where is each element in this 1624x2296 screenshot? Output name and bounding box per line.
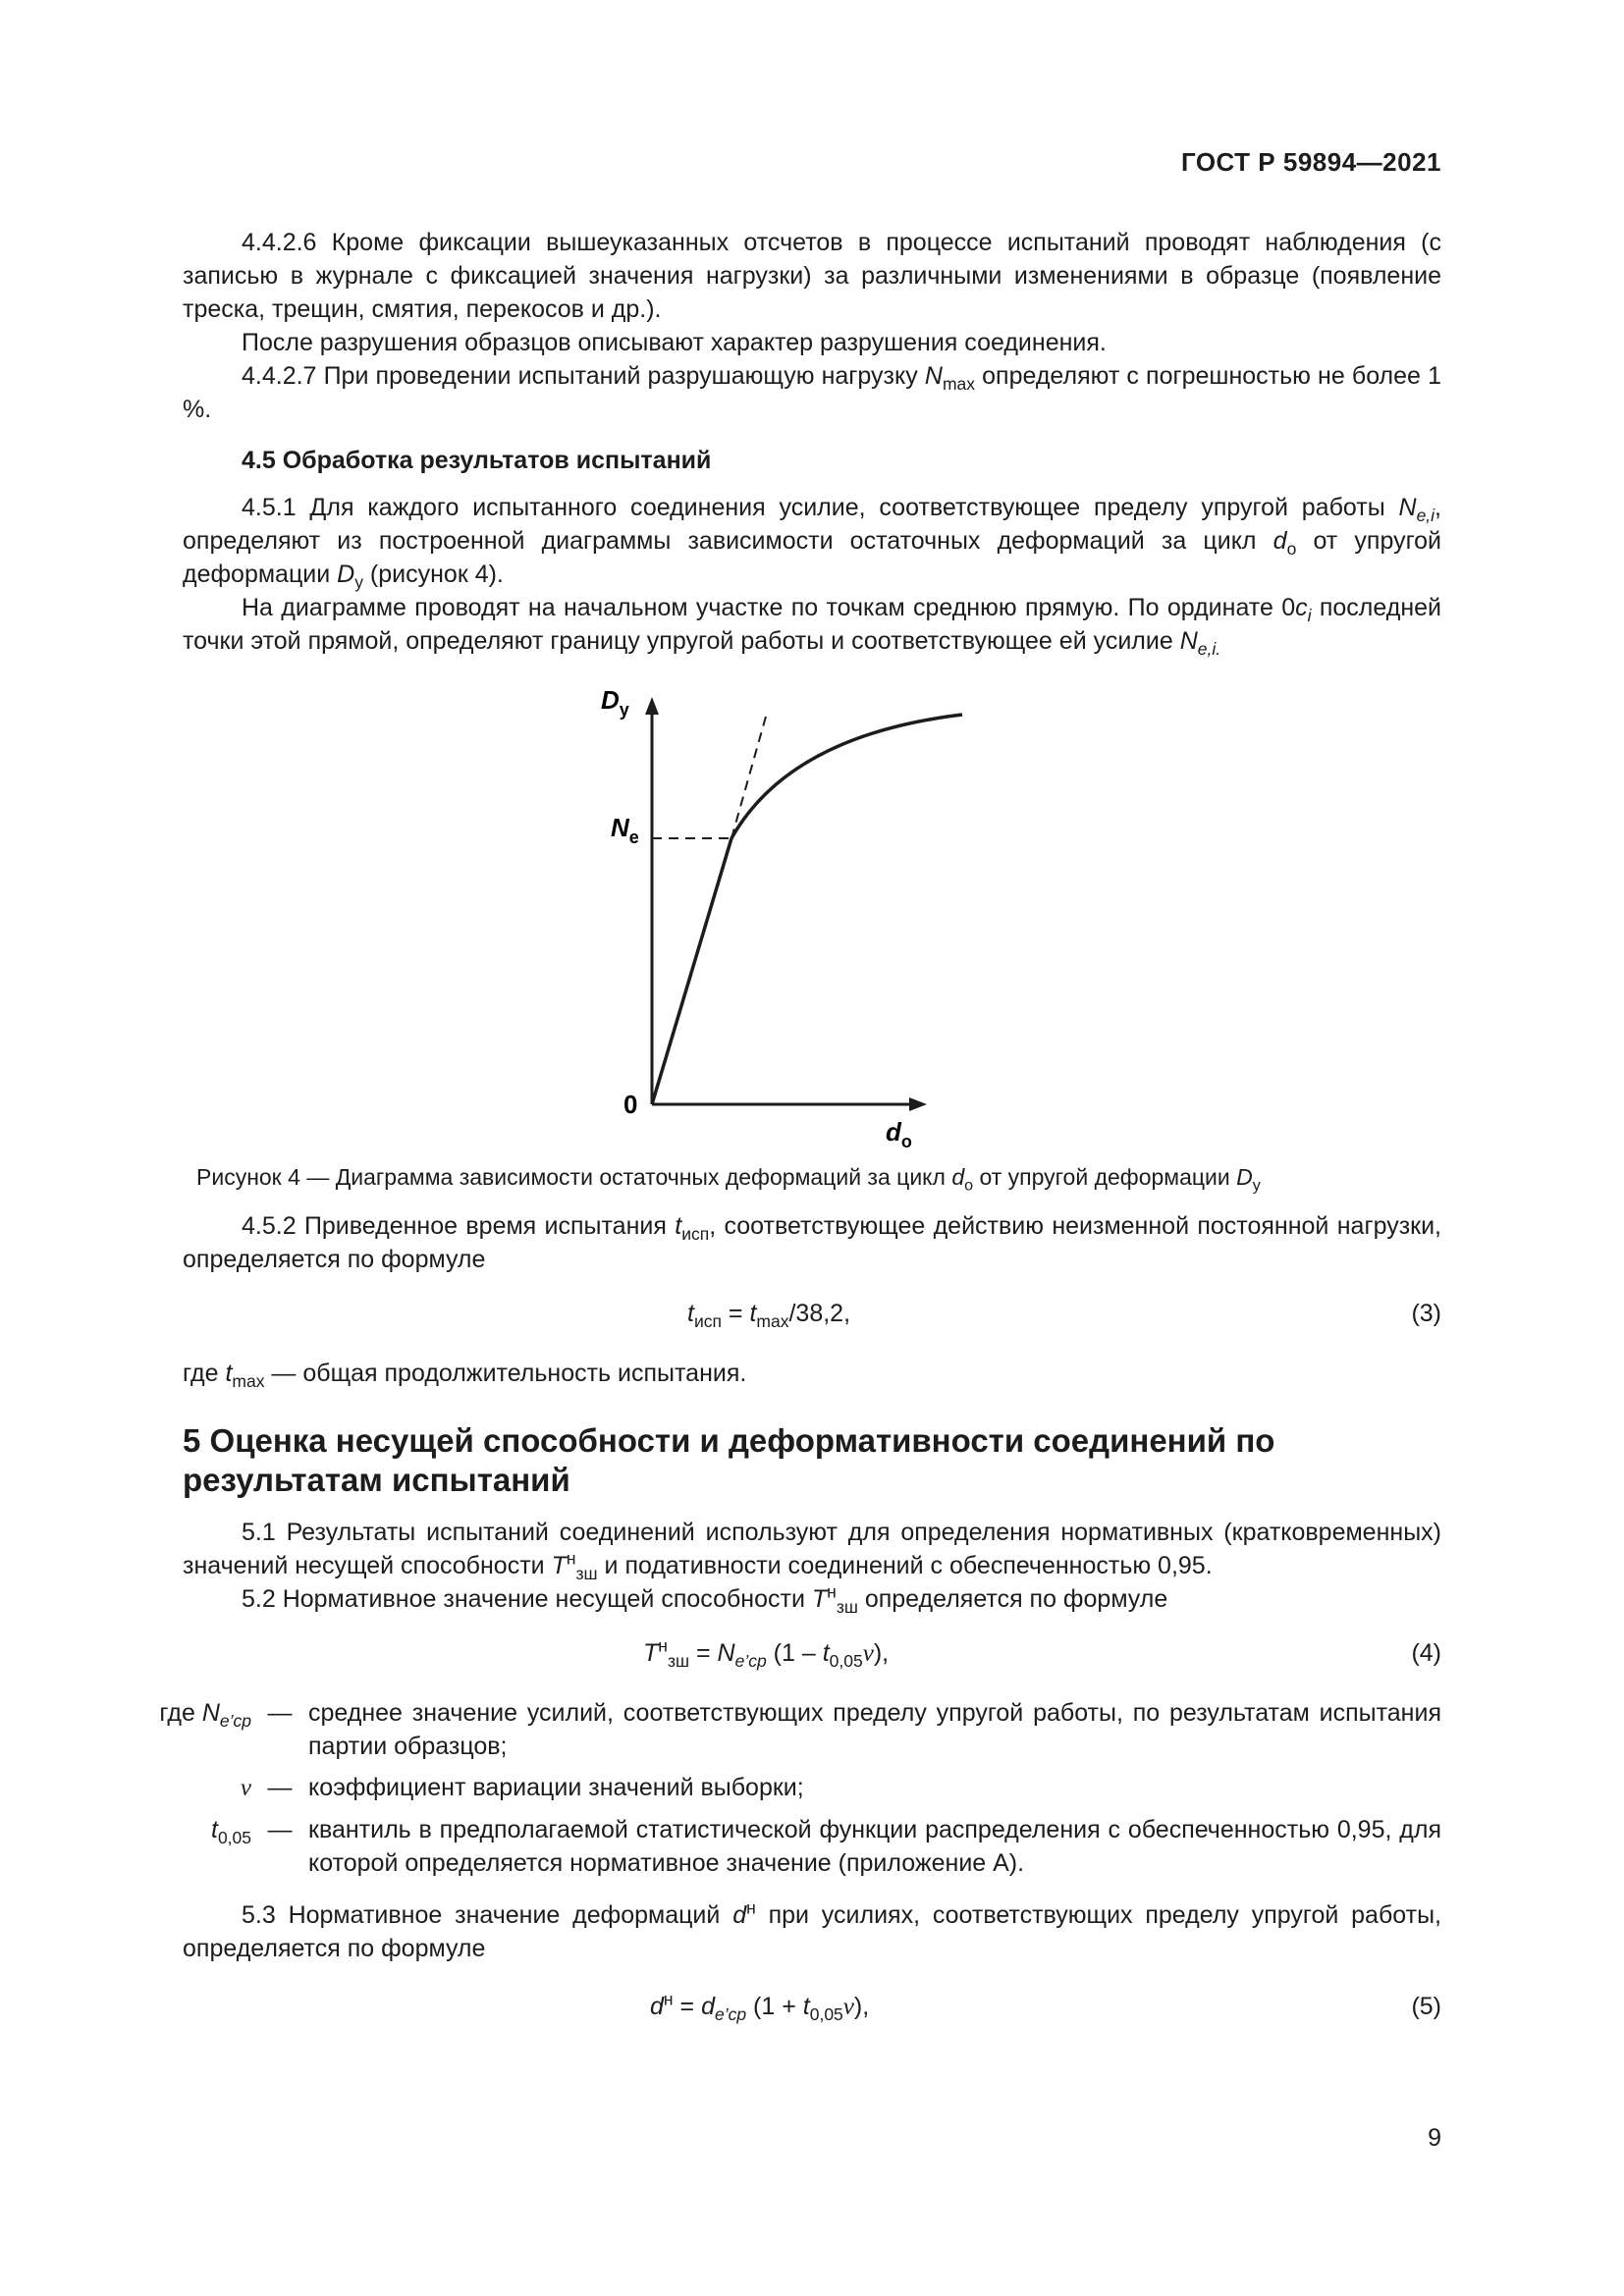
definition-symbol: ν bbox=[240, 1775, 251, 1801]
y-axis-label: $D_y$ bbox=[601, 687, 629, 720]
body-text-4-5-2 bbox=[183, 1209, 1441, 1276]
page-number: 9 bbox=[1428, 2124, 1441, 2152]
origin-label: 0 bbox=[623, 1090, 638, 1119]
standard-designation: ГОСТ Р 59894—2021 bbox=[1180, 147, 1441, 177]
section-heading-4-5: 4.5 Обработка результатов испытаний bbox=[242, 447, 712, 474]
definition-text: среднее значение усилий, соответствующих пределу упругой работы, по результатам испытания партии образцов; bbox=[308, 1699, 1441, 1760]
x-axis-arrow-icon bbox=[909, 1097, 927, 1111]
paragraph-4-5-2: 4.5.2 Приведенное время испытания $t_{исп}$, соответствующее действию неизменной постоянной нагрузки, определяется по формуле bbox=[183, 1212, 1441, 1273]
definition-symbol: $t_{0,05}$ bbox=[210, 1816, 251, 1848]
deformation-curve bbox=[731, 715, 962, 838]
elastic-line bbox=[652, 838, 731, 1104]
y-axis-arrow-icon bbox=[645, 697, 659, 715]
formula-4-number: (4) bbox=[1411, 1639, 1441, 1667]
definition-symbol: где $N_{e’ср}$ bbox=[159, 1699, 251, 1732]
paragraph-4-5-1: 4.5.1 Для каждого испытанного соединения усилие, соответствующее пределу упругой работы $N_{e,i}$, определяют из построенной диаграммы зависимости остаточных деформаций за цикл $d_o$ от упругой деформации $D_y$ (рисунок 4). bbox=[183, 494, 1442, 593]
figure-4-diagram bbox=[0, 687, 1624, 1158]
definition-text: квантиль в предполагаемой статистической функции распределения с обеспеченностью 0,95, для которой определяется нормативное значение (приложение А). bbox=[308, 1816, 1441, 1877]
formula-4: $T^н_{зш} = N_{e’ср}$ $(1 - t_{0,05}\nu)$, bbox=[643, 1635, 890, 1672]
formula-5: $d^н = d_{e’ср}$ $(1 + t_{0,05}\nu)$, bbox=[650, 1989, 870, 2025]
paragraph-5-1: 5.1 Результаты испытаний соединений используют для определения нормативных (кратковременных) значений несущей способности $T^н_{зш}$ и подативности соединений с обеспеченностью 0,95. bbox=[183, 1519, 1441, 1584]
formula-5-number: (5) bbox=[1411, 1993, 1441, 2020]
section-5-heading-block bbox=[183, 1421, 1312, 1500]
body-text-top bbox=[183, 226, 1441, 658]
ne-label: $N_e$ bbox=[611, 813, 639, 847]
figure-4-caption: Рисунок 4 — Диаграмма зависимости остаточных деформаций за цикл $d_o$ от упругой деформации $D_y$ bbox=[196, 1164, 1261, 1195]
formula-4-definitions bbox=[128, 1696, 1441, 1888]
formula-3-number: (3) bbox=[1411, 1300, 1441, 1327]
definition-row: ν — коэффициент вариации значений выборки; bbox=[128, 1771, 1441, 1805]
body-text-5-3 bbox=[183, 1898, 1441, 1965]
body-text-section-5 bbox=[183, 1516, 1441, 1616]
section-heading-5: 5 Оценка несущей способности и деформативности соединений по результатам испытаний bbox=[183, 1422, 1275, 1498]
paragraph-4-4-2-6: 4.4.2.6 Кроме фиксации вышеуказанных отсчетов в процессе испытаний проводят наблюдения (с записью в журнале с фиксацией значения нагрузки) за различными изменениями в образце (появление треска, трещин, смятия, перекосов и др.). bbox=[183, 229, 1441, 323]
paragraph-tmax-definition: где $t_{max}$ — общая продолжительность испытания. bbox=[183, 1360, 747, 1392]
definition-row: где $N_{e’ср}$ — среднее значение усилий, соответствующих пределу упругой работы, по результатам испытания партии образцов; bbox=[128, 1696, 1441, 1763]
paragraph-5-2: 5.2 Нормативное значение несущей способности $T^н_{зш}$ определяется по формуле bbox=[242, 1581, 1168, 1618]
paragraph-5-3: 5.3 Нормативное значение деформаций $d^н$ при усилиях, соответствующих пределу упругой работы, определяется по формуле bbox=[183, 1897, 1441, 1962]
x-axis-label: $d_o$ bbox=[886, 1117, 912, 1151]
definition-text: коэффициент вариации значений выборки; bbox=[308, 1774, 804, 1801]
formula-3: $t_{исп} = t_{max}/38,2$, bbox=[687, 1300, 851, 1332]
paragraph-destruction: После разрушения образцов описывают характер разрушения соединения. bbox=[242, 329, 1107, 356]
body-text-tmax bbox=[183, 1357, 1441, 1390]
definition-row: $t_{0,05}$ — квантиль в предполагаемой статистической функции распределения с обеспеченностью 0,95, для которой определяется нормативное значение (приложение А). bbox=[128, 1813, 1441, 1880]
paragraph-4-4-2-7: 4.4.2.7 При проведении испытаний разрушающую нагрузку $N_{max}$ определяют с погрешностью не более 1 %. bbox=[183, 362, 1441, 423]
tangent-extension bbox=[731, 717, 766, 838]
paragraph-diagram-description: На диаграмме проводят на начальном участке по точкам среднюю прямую. По ординате $0c_i$ последней точки этой прямой, определяют границу упругой работы и соответствующее ей усилие $N_{e,i.}$ bbox=[183, 594, 1441, 660]
